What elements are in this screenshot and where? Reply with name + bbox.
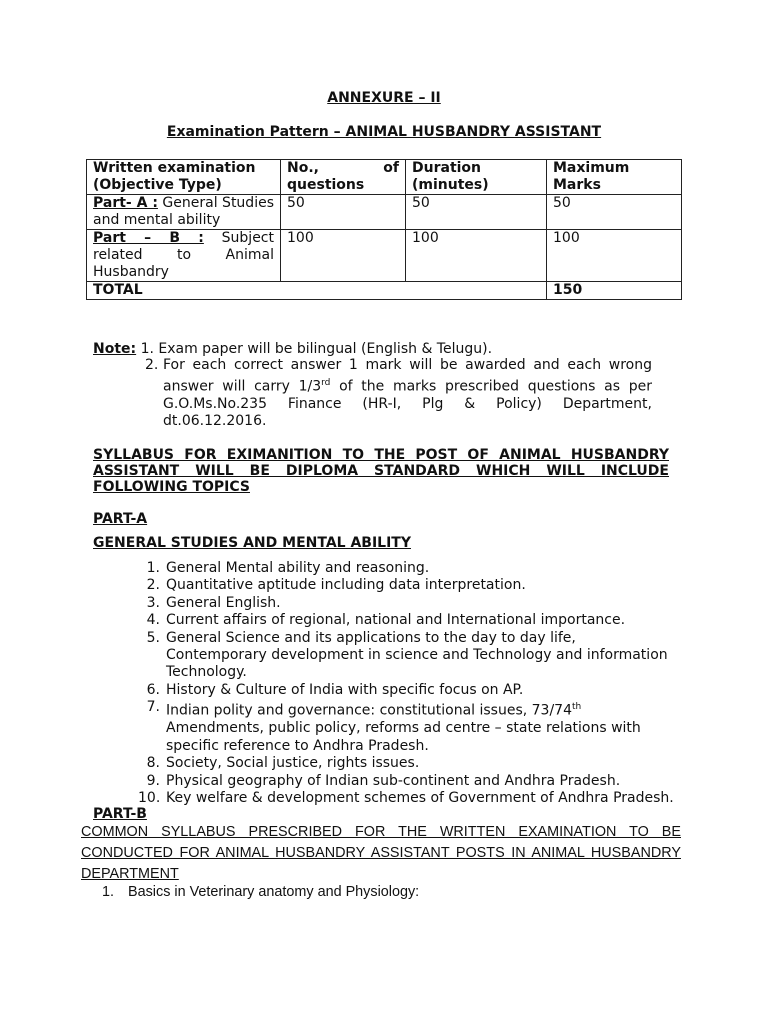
- list-item-number: 2.: [146, 577, 160, 594]
- note-2-number: 2.: [145, 357, 159, 373]
- list-item-number: 1.: [146, 560, 160, 576]
- list-item-number: 4.: [146, 612, 160, 629]
- exam-pattern-title: [0, 124, 768, 140]
- list-item-superscript: th: [572, 702, 582, 713]
- note-2-text-a: For each correct answer 1 mark will be awarded and each wrong answer will carry 1/3: [163, 357, 652, 395]
- row-part-a-duration: 50: [406, 195, 547, 230]
- annexure-title: ANNEXURE – II: [327, 90, 441, 106]
- exam-pattern-post: ANIMAL HUSBANDRY ASSISTANT: [345, 124, 602, 140]
- note-label: Note:: [93, 341, 137, 357]
- header-duration: Duration (minutes): [406, 160, 547, 195]
- row-part-b-marks: 100: [547, 230, 682, 282]
- list-item-number: 5.: [146, 629, 160, 646]
- list-item: [138, 790, 678, 807]
- list-item: [138, 612, 678, 629]
- list-item-text-continued: Amendments, public policy, reforms ad centre – state relations with specific reference to Andhra Pradesh.: [166, 720, 641, 754]
- total-label: TOTAL: [87, 282, 547, 300]
- total-marks: 150: [547, 282, 682, 300]
- list-item-text: General English.: [166, 594, 281, 611]
- part-a-description: General Studies and mental ability: [93, 195, 274, 228]
- table-row: [87, 195, 682, 230]
- row-part-a-marks: 50: [547, 195, 682, 230]
- list-item-number: 10.: [138, 789, 161, 806]
- general-studies-heading: GENERAL STUDIES AND MENTAL ABILITY: [93, 535, 411, 551]
- list-item-number: 3.: [146, 594, 160, 611]
- note-1: 1. Exam paper will be bilingual (English & Telugu).: [136, 341, 493, 357]
- part-b-line-2: CONDUCTED FOR ANIMAL HUSBANDRY ASSISTANT POSTS IN ANIMAL HUSBANDRY: [81, 845, 681, 861]
- list-item-text: Physical geography of Indian sub-continent and Andhra Pradesh.: [166, 772, 621, 789]
- list-item-text: Key welfare & development schemes of Government of Andhra Pradesh.: [166, 789, 674, 806]
- part-a-label: Part- A :: [93, 195, 158, 211]
- list-item-text: Indian polity and governance: constitutional issues, 73/74: [166, 702, 572, 719]
- table-total-row: [87, 282, 682, 300]
- list-item: [138, 682, 678, 699]
- list-item: [138, 699, 678, 755]
- list-item: [138, 630, 678, 682]
- note-2: [163, 357, 652, 431]
- list-item-number: 9.: [146, 772, 160, 789]
- row-part-b-duration: 100: [406, 230, 547, 282]
- table-header-row: [87, 160, 682, 195]
- part-b-item: [102, 884, 419, 900]
- exam-pattern-prefix: Examination Pattern –: [166, 124, 346, 140]
- part-b-heading: PART-B: [93, 806, 147, 822]
- header-written-exam: Written examination (Objective Type): [87, 160, 281, 195]
- list-item-text: General Science and its applications to the day to day life, Contemporary development in science and Technology and information Technology.: [166, 629, 668, 681]
- list-item-number: 6.: [146, 681, 160, 698]
- list-item-text: Current affairs of regional, national and International importance.: [166, 612, 626, 629]
- list-item: [138, 755, 678, 772]
- part-b-line-3: DEPARTMENT: [81, 866, 179, 882]
- list-item: [138, 560, 678, 577]
- list-item: [138, 773, 678, 790]
- list-item-number: 7.: [146, 699, 160, 716]
- list-item-text: General Mental ability and reasoning.: [166, 560, 430, 576]
- header-max-marks: Maximum Marks: [547, 160, 682, 195]
- list-item-text: Quantitative aptitude including data interpretation.: [166, 577, 526, 594]
- row-part-a-label: [87, 195, 281, 230]
- list-item-text: History & Culture of India with specific focus on AP.: [166, 681, 524, 698]
- list-item-text: Society, Social justice, rights issues.: [166, 755, 420, 772]
- exam-pattern-table: [86, 159, 682, 300]
- syllabus-heading: SYLLABUS FOR EXIMANITION TO THE POST OF ANIMAL HUSBANDRY ASSISTANT WILL BE DIPLOMA STANDARD WHICH WILL INCLUDE FOLLOWING TOPICS: [93, 447, 669, 495]
- note-2-text-b: of the marks prescribed questions as per G.O.Ms.No.235 Finance (HR-I, Plg & Policy) Department, dt.06.12.2016.: [163, 378, 652, 430]
- list-item-number: 8.: [146, 755, 160, 772]
- part-b-line-1: COMMON SYLLABUS PRESCRIBED FOR THE WRITTEN EXAMINATION TO BE: [81, 824, 681, 840]
- part-b-item-number: 1.: [102, 884, 115, 900]
- part-b-label: Part – B :: [93, 230, 204, 246]
- row-part-a-questions: 50: [281, 195, 406, 230]
- part-a-heading: PART-A: [93, 511, 148, 527]
- part-b-description: [81, 822, 681, 885]
- row-part-b-questions: 100: [281, 230, 406, 282]
- note-2-superscript: rd: [321, 377, 331, 388]
- table-row: [87, 230, 682, 282]
- list-item: [138, 595, 678, 612]
- row-part-b-label: [87, 230, 281, 282]
- list-item: [138, 577, 678, 594]
- part-b-item-text: Basics in Veterinary anatomy and Physiology:: [128, 884, 420, 900]
- header-questions: No., of questions: [281, 160, 406, 195]
- notes-block: [93, 340, 683, 358]
- part-a-topic-list: [138, 560, 678, 807]
- part-b-description: Subject related to Animal Husbandry: [93, 230, 274, 280]
